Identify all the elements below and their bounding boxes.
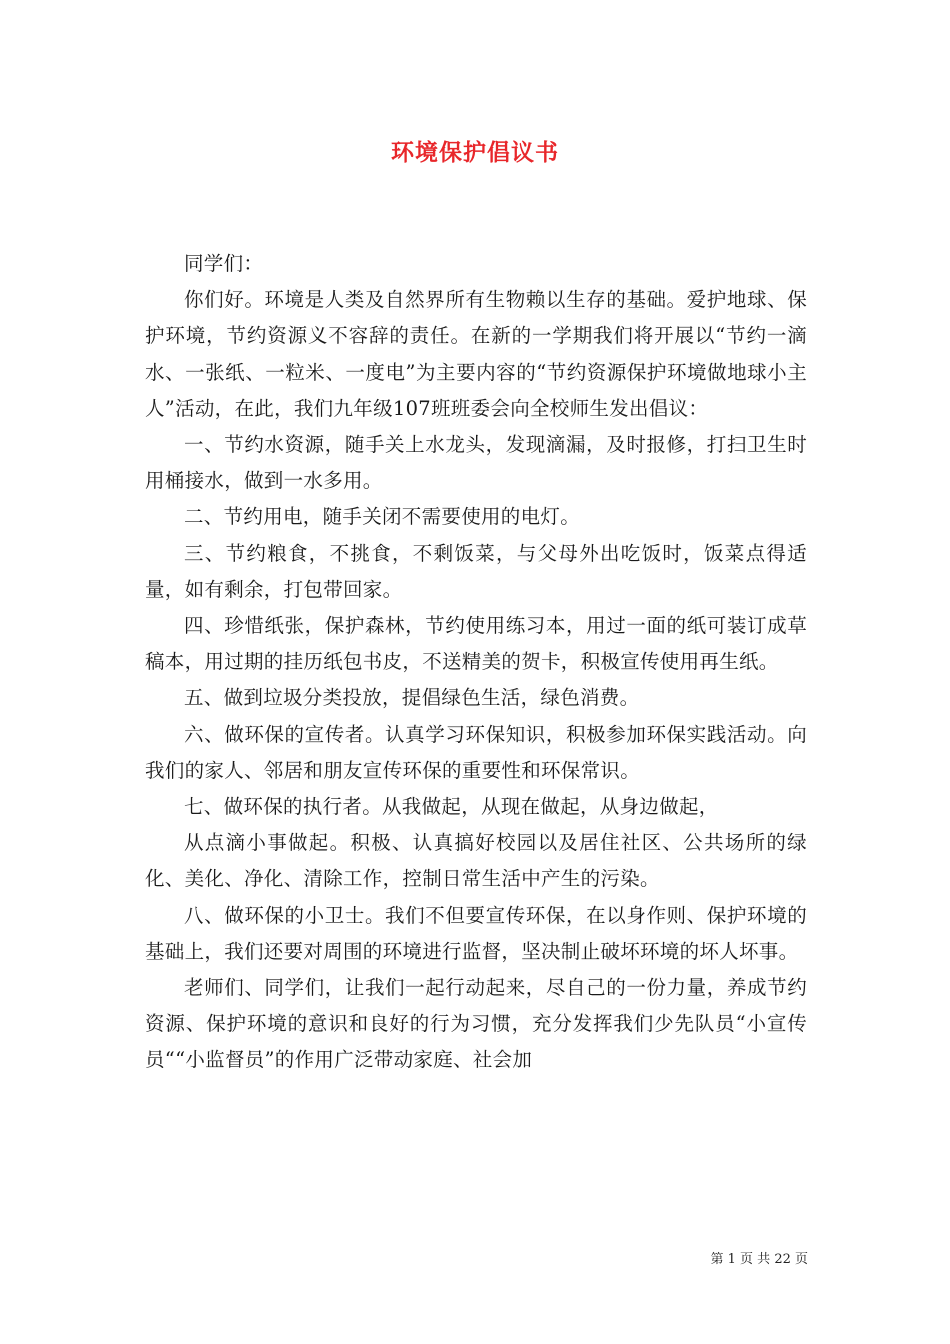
paragraph-item-6: 六、做环保的宣传者。认真学习环保知识，积极参加环保实践活动。向我们的家人、邻居和朋友宣传环保的重要性和环保常识。: [145, 722, 807, 782]
document-body: [145, 246, 807, 1079]
paragraph-intro: 你们好。环境是人类及自然界所有生物赖以生存的基础。爱护地球、保护环境，节约资源义不容辞的责任。在新的一学期我们将开展以“节约一滴水、一张纸、一粒米、一度电”为主要内容的“节约资源保护环境做地球小主人”活动，在此，我们九年级107班班委会向全校师生发出倡议：: [145, 288, 807, 420]
paragraph-item-7-continued: 从点滴小事做起。积极、认真搞好校园以及居住社区、公共场所的绿化、美化、净化、清除工作，控制日常生活中产生的污染。: [145, 831, 807, 891]
paragraph-item-7: 七、做环保的执行者。从我做起，从现在做起，从身边做起，: [184, 795, 719, 819]
paragraph-item-3: 三、节约粮食，不挑食，不剩饭菜，与父母外出吃饭时，饭菜点得适量，如有剩余，打包带回家。: [145, 541, 807, 601]
paragraph-item-1: 一、节约水资源，随手关上水龙头，发现滴漏，及时报修，打扫卫生时用桶接水，做到一水多用。: [145, 433, 807, 493]
document-title: 环境保护倡议书: [391, 139, 559, 166]
paragraph-item-4: 四、珍惜纸张，保护森林，节约使用练习本，用过一面的纸可装订成草稿本，用过期的挂历纸包书皮，不送精美的贺卡，积极宣传使用再生纸。: [145, 614, 807, 674]
page-number-footer: [0, 1248, 808, 1267]
paragraph-closing: 老师们、同学们，让我们一起行动起来，尽自己的一份力量，养成节约资源、保护环境的意识和良好的行为习惯，充分发挥我们少先队员“小宣传员““小监督员”的作用广泛带动家庭、社会加: [145, 976, 807, 1072]
paragraph-item-5: 五、做到垃圾分类投放，提倡绿色生活，绿色消费。: [184, 686, 640, 710]
salutation: 同学们：: [184, 252, 264, 275]
paragraph-item-8: 八、做环保的小卫士。我们不但要宣传环保，在以身作则、保护环境的基础上，我们还要对周围的环境进行监督，坚决制止破坏环境的坏人坏事。: [145, 903, 807, 963]
page-number-label: 第 1 页 共 22 页: [710, 1252, 808, 1267]
paragraph-item-2: 二、节约用电，随手关闭不需要使用的电灯。: [184, 505, 581, 529]
